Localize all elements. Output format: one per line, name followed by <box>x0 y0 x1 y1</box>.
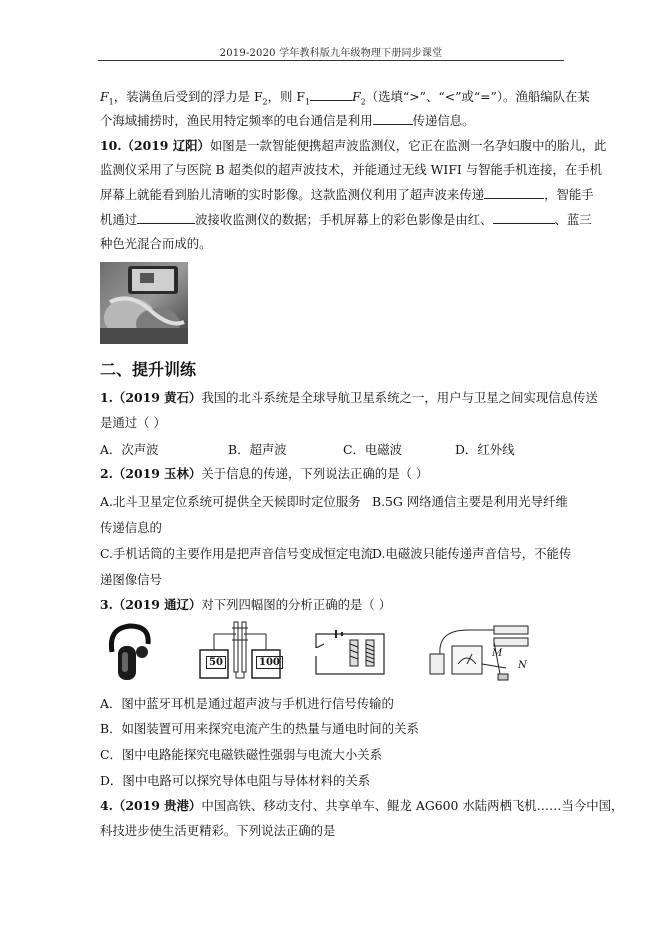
q4-line-1: 4.（2019 贵港）中国高铁、移动支付、共享单车、鲲龙 AG600 水陆两栖飞机……当今中国， <box>100 798 624 813</box>
q2-option-b[interactable]: B.5G 网络通信主要是利用光导纤维 <box>372 494 568 509</box>
left-value-label: 50 <box>206 656 226 669</box>
q3-stem: 3.（2019 通辽）对下列四幅图的分析正确的是（ ） <box>100 597 392 612</box>
q10-line-5: 种色光混合而成的。 <box>100 236 212 251</box>
q4-line-2: 科技进步使生活更精彩。下列说法正确的是 <box>100 823 336 838</box>
section-title: 二、提升训练 <box>100 360 197 379</box>
q1-line-1: 1.（2019 黄石）我国的北斗系统是全球导航卫星系统之一，用户与卫星之间实现信息传送 <box>100 390 598 405</box>
answer-blank[interactable] <box>310 88 352 101</box>
q10-line-3: 屏幕上就能看到胎儿清晰的实时影像。这款监测仪利用了超声波来传递 ，智能手 <box>100 187 594 202</box>
q10-line-2: 监测仪采用了与医院 B 超类似的超声波技术，并能通过无线 WIFI 与智能手机连接，在手机 <box>100 162 603 177</box>
q2-stem: 2.（2019 玉林）关于信息的传递，下列说法正确的是（ ） <box>100 466 429 481</box>
electromagnet-circuit-figure <box>312 628 388 678</box>
q2-option-c[interactable]: C.手机话筒的主要作用是把声音信号变成恒定电流 <box>100 546 374 561</box>
bluetooth-earphone-figure <box>104 622 156 682</box>
q2-option-a[interactable]: A.北斗卫星定位系统可提供全天候即时定位服务 <box>100 494 361 509</box>
answer-blank[interactable] <box>137 211 195 224</box>
label-m: M <box>492 648 503 659</box>
q1-option-a[interactable]: A．次声波 <box>100 442 159 457</box>
q10-line-4: 机通过 波接收监测仪的数据；手机屏幕上的彩色影像是由红、 、蓝三 <box>100 212 592 227</box>
q10-line-1: 10.（2019 辽阳）如图是一款智能便携超声波监测仪，它正在监测一名孕妇腹中的胎儿，此 <box>100 138 607 153</box>
q9-line-1: $F_1$，装满鱼后受到的浮力是 $F_2$，则 $F_1$ $F_2$（选填“>”、“<”或“=”）。渔船编队在某 <box>100 89 590 107</box>
q2-option-d[interactable]: D.电磁波只能传递声音信号，不能传 <box>372 546 572 561</box>
answer-blank[interactable] <box>484 186 544 199</box>
q1-line-2: 是通过（ ） <box>100 415 166 430</box>
header-rule <box>98 60 564 61</box>
q1-option-c[interactable]: C．电磁波 <box>343 442 403 457</box>
q2-option-d-cont: 递图像信号 <box>100 572 162 587</box>
resistance-experiment-figure <box>428 624 532 684</box>
right-value-label: 100 <box>256 656 283 669</box>
q1-option-d[interactable]: D．红外线 <box>455 442 515 457</box>
answer-blank[interactable] <box>493 211 555 224</box>
q2-option-b-cont: 传递信息的 <box>100 520 162 535</box>
q3-option-c[interactable]: C．图中电路能探究电磁铁磁性强弱与电流大小关系 <box>100 747 383 762</box>
q1-option-b[interactable]: B．超声波 <box>228 442 287 457</box>
page-header: 2019-2020 学年教科版九年级物理下册同步课堂 <box>219 48 443 59</box>
answer-blank[interactable] <box>373 112 413 125</box>
q3-option-a[interactable]: A．图中蓝牙耳机是通过超声波与手机进行信号传输的 <box>100 696 394 711</box>
ultrasound-monitor-photo <box>100 262 188 344</box>
heat-experiment-figure <box>196 620 284 682</box>
q3-option-d[interactable]: D．图中电路可以探究导体电阻与导体材料的关系 <box>100 773 371 788</box>
label-n: N <box>518 660 527 671</box>
q9-line-2: 个海域捕捞时，渔民用特定频率的电台通信是利用 传递信息。 <box>100 113 475 128</box>
q3-option-b[interactable]: B．如图装置可用来探究电流产生的热量与通电时间的关系 <box>100 721 419 736</box>
